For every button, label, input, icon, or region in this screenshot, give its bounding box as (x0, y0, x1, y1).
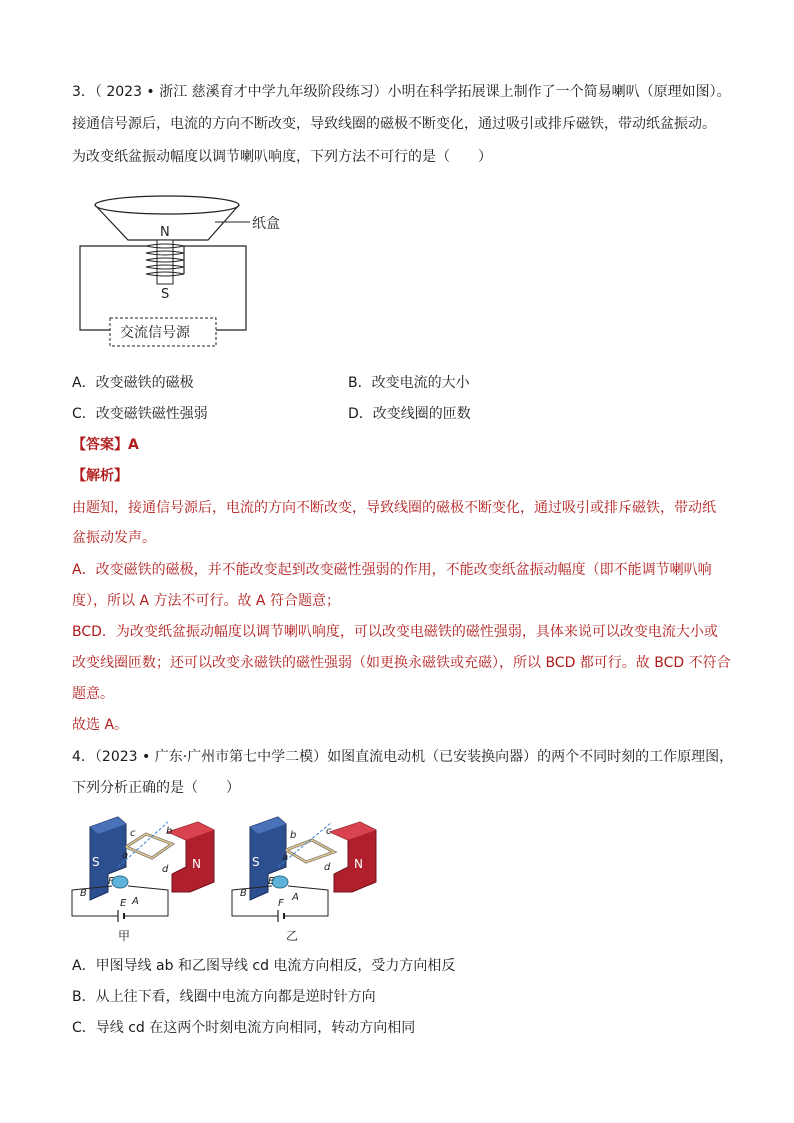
label-c: c (326, 826, 332, 837)
n-label: N (354, 857, 363, 871)
q3-analysis-line-3: A．改变磁铁的磁极，并不能改变起到改变磁性强弱的作用，不能改变纸盆振动幅度（即不能调节喇叭响 (72, 562, 712, 578)
label-brush-b: B (80, 888, 87, 899)
q4-option-a: A．甲图导线 ab 和乙图导线 cd 电流方向相反，受力方向相反 (72, 958, 456, 974)
speaker-diagram (70, 190, 300, 350)
right-wire (184, 246, 246, 330)
q3-option-b: B．改变电流的大小 (348, 375, 470, 391)
label-c: c (130, 828, 136, 839)
label-b: b (290, 830, 297, 841)
q3-analysis-line-8: 故选 A。 (72, 717, 129, 733)
n-label: N (192, 857, 201, 871)
q3-analysis-line-6: 改变线圈匝数；还可以改变永磁铁的磁性强弱（如更换永磁铁或充磁），所以 BCD 都可行。故 BCD 不符合 (72, 655, 731, 671)
q3-stem-line-3: 为改变纸盆振动幅度以调节喇叭响度，下列方法不可行的是（ ） (72, 149, 492, 165)
q4-option-c: C．导线 cd 在这两个时刻电流方向相同，转动方向相同 (72, 1020, 416, 1036)
label-d: d (162, 864, 169, 875)
q3-stem-line-2: 接通信号源后，电流的方向不断改变，导致线圈的磁极不断变化，通过吸引或排斥磁铁，带动纸盆振动。 (72, 116, 716, 132)
q3-stem-line-1: 3．（ 2023 • 浙江 慈溪育才中学九年级阶段练习）小明在科学拓展课上制作了一个简易喇叭（原理如图）。 (72, 84, 731, 100)
q3-option-a: A．改变磁铁的磁极 (72, 375, 194, 391)
commutator (112, 876, 128, 888)
q3-option-c: C．改变磁铁磁性强弱 (72, 406, 208, 422)
q3-analysis-line-7: 题意。 (72, 686, 114, 702)
q4-stem-line-2: 下列分析正确的是（ ） (72, 780, 240, 796)
q3-analysis-title: 【解析】 (72, 468, 128, 484)
motor-diagram-jia (68, 812, 228, 947)
label-brush-a: A (132, 896, 139, 907)
label-b: b (166, 826, 173, 837)
commutator (272, 876, 288, 888)
q3-answer: 【答案】A (72, 437, 139, 453)
label-f: F (278, 898, 284, 909)
signal-source-label: 交流信号源 (120, 325, 190, 341)
label-brush-a: A (292, 892, 299, 903)
coil-loop (286, 840, 334, 862)
label-e: E (120, 898, 127, 909)
q3-analysis-line-2: 盆振动发声。 (72, 530, 156, 546)
caption-yi: 乙 (286, 929, 299, 943)
label-a: a (122, 850, 129, 861)
q3-analysis-line-1: 由题知，接通信号源后，电流的方向不断改变，导致线圈的磁极不断变化，通过吸引或排斥磁铁，带动纸 (72, 500, 716, 516)
label-e: E (268, 876, 275, 887)
s-label: S (252, 855, 260, 869)
caption-jia: 甲 (118, 929, 131, 943)
q4-option-b: B．从上往下看，线圈中电流方向都是逆时针方向 (72, 989, 376, 1005)
magnet-s-label: S (161, 287, 170, 302)
label-brush-b: B (240, 888, 247, 899)
label-d: d (324, 862, 331, 873)
s-label: S (92, 855, 100, 869)
left-wire (80, 246, 146, 330)
q3-analysis-line-4: 度），所以 A 方法不可行。故 A 符合题意； (72, 593, 340, 609)
motor-diagram-yi (228, 812, 393, 947)
paper-box-label: 纸盒 (252, 216, 280, 232)
magnet-n-label: N (160, 225, 170, 240)
paper-cone-rim (95, 196, 239, 214)
label-f: F (108, 876, 114, 887)
q3-option-d: D．改变线圈的匝数 (348, 406, 471, 422)
q4-stem-line-1: 4．（2023 • 广东·广州市第七中学二模）如图直流电动机（已安装换向器）的两个不同时刻的工作原理图， (72, 749, 734, 765)
label-a: a (282, 852, 289, 863)
q3-analysis-line-5: BCD．为改变纸盆振动幅度以调节喇叭响度，可以改变电磁铁的磁性强弱，具体来说可以改变电流大小或 (72, 624, 718, 640)
